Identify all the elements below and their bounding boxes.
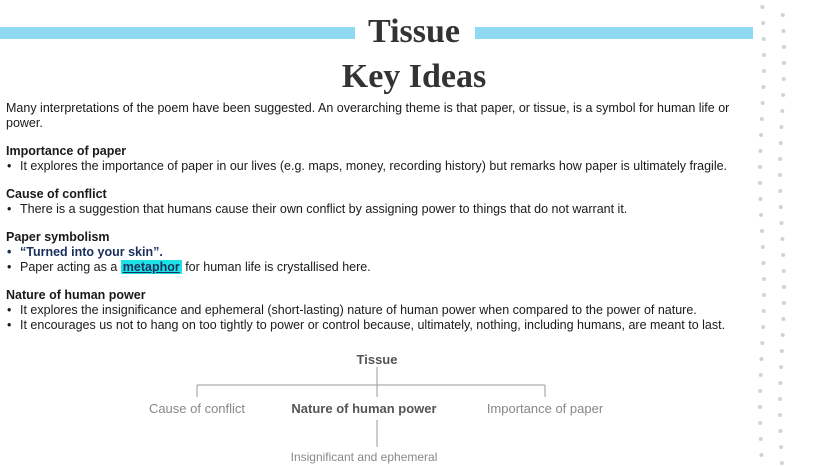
content-body <box>6 101 746 333</box>
decorative-dot <box>758 149 762 153</box>
decorative-dot <box>778 173 782 177</box>
decorative-dot <box>759 213 763 217</box>
decorative-dot <box>761 261 765 265</box>
decorative-dot <box>778 189 782 193</box>
decorative-dot <box>762 69 766 73</box>
importance-list <box>6 159 746 174</box>
decorative-dot <box>782 61 786 65</box>
decorative-dot <box>761 101 765 105</box>
decorative-dot <box>781 333 785 337</box>
decorative-dot <box>761 21 765 25</box>
decorative-dot <box>758 421 762 425</box>
decorative-dot <box>781 253 785 257</box>
diagram-bottom-label: Insignificant and ephemeral <box>290 450 438 464</box>
heading-nature-of-human-power: Nature of human power <box>6 288 146 302</box>
conflict-list <box>6 202 746 217</box>
decorative-dot <box>782 301 786 305</box>
decorative-dot <box>779 141 783 145</box>
list-item: • It encourages us not to hang on too tightly to power or control because, ultimately, nothing, including humans, are meant to last. <box>6 318 746 333</box>
diagram-center-label: Nature of human power <box>291 401 437 416</box>
decorative-dot <box>779 221 783 225</box>
decorative-dot <box>758 165 762 169</box>
decorative-dot <box>782 45 786 49</box>
decorative-dot <box>782 285 786 289</box>
decorative-dot <box>762 37 766 41</box>
heading-cause-of-conflict: Cause of conflict <box>6 187 107 201</box>
decorative-dot <box>759 373 763 377</box>
intro-paragraph: Many interpretations of the poem have been suggested. An overarching theme is that paper, or tissue, is a symbol for human life or power. <box>6 101 730 130</box>
decorative-dot <box>778 429 782 433</box>
decorative-dot <box>782 77 786 81</box>
decorative-dot <box>781 29 785 33</box>
decorative-dot <box>758 405 762 409</box>
decorative-dot <box>780 237 784 241</box>
decorative-dot <box>778 157 782 161</box>
decorative-dot-border <box>752 0 828 466</box>
page-subtitle: Key Ideas <box>341 58 487 95</box>
power-list <box>6 303 746 333</box>
diagram-right-label: Importance of paper <box>486 401 604 416</box>
decorative-dot <box>779 205 783 209</box>
decorative-dot <box>759 453 763 457</box>
metaphor-text-after: for human life is crystallised here. <box>181 260 371 274</box>
decorative-dot <box>779 445 783 449</box>
list-item: • There is a suggestion that humans cause their own conflict by assigning power to things that do not warrant it. <box>6 202 746 217</box>
list-item: • It explores the insignificance and ephemeral (short-lasting) nature of human power when compared to the power of nature. <box>6 303 746 318</box>
decorative-dot <box>759 437 763 441</box>
decorative-dot <box>760 229 764 233</box>
diagram-root-label: Tissue <box>356 352 398 367</box>
decorative-dot <box>782 269 786 273</box>
decorative-dot <box>779 125 783 129</box>
decorative-dot <box>778 413 782 417</box>
page-title: Tissue <box>368 13 460 50</box>
decorative-dot <box>758 181 762 185</box>
decorative-dot <box>778 381 782 385</box>
decorative-dot <box>781 13 785 17</box>
decorative-dot <box>762 277 766 281</box>
decorative-dot <box>780 349 784 353</box>
dot-pattern <box>758 5 786 465</box>
quote-item: • “Turned into your skin”. <box>6 245 746 260</box>
heading-importance-of-paper: Importance of paper <box>6 144 127 158</box>
decorative-dot <box>761 85 765 89</box>
decorative-dot <box>780 461 784 465</box>
mind-map-diagram <box>0 345 752 466</box>
decorative-dot <box>760 341 764 345</box>
decorative-dot <box>780 109 784 113</box>
decorative-dot <box>761 325 765 329</box>
decorative-dot <box>762 309 766 313</box>
decorative-dot <box>781 93 785 97</box>
diagram-left-label: Cause of conflict <box>148 401 246 416</box>
decorative-dot <box>758 389 762 393</box>
decorative-dot <box>761 245 765 249</box>
decorative-dot <box>778 397 782 401</box>
heading-paper-symbolism: Paper symbolism <box>6 230 110 244</box>
decorative-dot <box>760 117 764 121</box>
decorative-dot <box>758 197 762 201</box>
metaphor-highlight: metaphor <box>122 260 180 274</box>
decorative-dot <box>762 53 766 57</box>
decorative-dot <box>779 365 783 369</box>
decorative-dot <box>760 5 764 9</box>
decorative-dot <box>759 133 763 137</box>
list-item: • It explores the importance of paper in our lives (e.g. maps, money, recording history) but remarks how paper is ultimately fragile. <box>6 159 746 174</box>
decorative-dot <box>762 293 766 297</box>
metaphor-text-before: Paper acting as a <box>20 260 121 274</box>
symbolism-list <box>6 245 746 275</box>
decorative-dot <box>759 357 763 361</box>
list-item <box>6 260 746 275</box>
decorative-dot <box>781 317 785 321</box>
